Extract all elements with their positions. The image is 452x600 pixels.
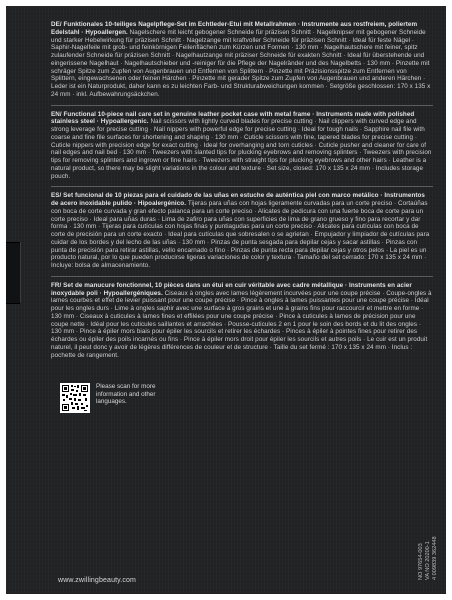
ean-number: 4 009839 362448 [432,536,438,580]
section-heading: FR/ Set de manucure fonctionnel, 10 pièces dans un étui en cuir véritable avec cadre métallique · Instruments en acier inoxydable poli · Hypoallergéniques. [51,281,412,297]
section-body: Nagelschere mit leicht gebogener Schneide für präzisen Schnitt · Nagelknipser mit gebogener Schneide und starker Hebelwirkung für präzisen Schnitt · Nagelzange mit kraftvoller Schneide für präzisen Schnitt · Ideal für feste Nägel · Saphir-Nagelfeile mit grob- und feinkörnigen Feilenflächen zum Kürzen und Formen · 130 mm · Nagelhautschere mit feiner, spitz zulaufender Schneide für präzisen Schnitt · Nagelhautzange mit präziser Schneide für exakten Schnitt · Ideal für überstehende und eingerissene Nagelhaut · Nagelhautschieber und -reiniger für die Pflege der Nagelränder und des Nagelbetts · 130 mm · Pinzette mit schräger Spitze zum Zupfen von Augenbrauen und Entfernen von Splittern · Pinzette mit Präzisionsspitze zum Entfernen von Splittern, eingewachsenen oder feinen Härchen · Pinzette mit gerader Spitze zum Zupfen von Augenbrauen und anderen Härchen · Leder ist ein Naturprodukt, daher kann es zu leichten Farb- und Strukturabweichungen kommen · Setgröße geschlossen: 170 x 135 x 24 mm · inkl. Aufbewahrungsäckchen. [51,28,431,98]
product-description [51,21,433,359]
elastic-strap [6,242,20,304]
section-body: Ciseaux à ongles avec lames légèrement incurvées pour une coupe précise · Coupe-ongles à lames courbes et effet de levier puissant pour une coupe précise · Pince à ongles à lames puissantes pour une coupe précise · Idéal pour les ongles durs · Lime à ongles saphir avec une surface à gros grains et une à grains fins pour raccourcir et mettre en forme · 130 mm · Ciseaux à cuticules à lames fines et effilées pour une coupe précise · Pince à cuticules à lames de précision pour une coupe nette · Idéal pour les cuticules saillantes et arrachées · Pousse-cuticules 2 en 1 pour le soin des bords et du lit des ongles · 130 mm · Pince à épiler mors biais pour épiler les sourcils et retirer les échardes · Pinces à épiler à pointes fines pour retirer des échardes ou épiler des poils incarnés ou fins · Pince à épiler mors droit pour épiler les sourcils et autres poils · Le cuir est un produit naturel, il peut donc y avoir de légères différences de couleur et de structure · Taille du set fermé : 170 x 135 x 24 mm · Inclus : pochette de rangement. [51,289,432,359]
article-number: NO 97654-003 [418,543,424,580]
variant-number: VA NO 20200-1 [425,541,431,580]
section-body: Nail scissors with lightly curved blades for precise cutting · Nail clippers with curved edge and strong leverage for precise cutting · Nail nippers with powerful edge for precise cutting · Ideal for tough nails · Sapphire nail file with coarse and fine file surfaces for shortening and shaping · 130 mm · Cuticle scissors with fine, tapered blades for precise cutting · Cuticle nippers with precision edge for exact cutting · Ideal for overhanging and torn cuticles · Cuticle pusher and cleaner for care of nail edges and nail bed · 130 mm · Tweezers with slanted tips for plucking eyebrows and removing splinters · Tweezers with precision tips for removing splinters and ingrown or fine hairs · Tweezers with straight tips for plucking eyebrows and other hairs · Leather is a natural product, so there may be slight variations in the colour and texture · Set size, closed: 170 x 135 x 24 mm · Includes storage pouch. [51,118,432,180]
divider [51,186,433,187]
section-heading: ES/ Set funcional de 10 piezas para el cuidado de las uñas en estuche de auténtica piel con marco metálico · Instrumentos de acero inoxidable pulido · Hipoalergénico. [51,192,425,207]
section-heading: EN/ Functional 10-piece nail care set in genuine leather pocket case with metal frame · Instruments made with polished stainless steel · Hypoallergenic. [51,110,415,126]
section-body: Tijeras para uñas con hojas ligeramente curvadas para un corte preciso · Cortaúñas con boca de corte curvada y gran efecto palanca para un corte preciso · Alicates de pedicura con una fuerte boca de corte para un corte preciso · Ideal para uñas duras · Lima de zafiro para uñas con superficies de lima de grano grueso y fino para recortar y dar forma · 130 mm · Tijeras para cutículas con hojas finas y puntiagudas para un corte preciso · Alicates para cutículas con boca de corte de precisión para un corte exacto · Ideal para cutículas que sobresalen o se agrietan · Empujador y limpiador de cutículas para cuidar de los bordes y del lecho de las uñas · 130 mm · Pinzas de punta sesgada para depilar cejas y sacar astillas · Pinzas con punta de precisión para retirar astillas, vello encarnado o fino · Pinzas de punta recta para depilar cejas y otros pelos · La piel es un producto natural, por lo que pueden producirse ligeras variaciones de color y textura · Tamaño del set cerrado: 170 x 135 x 24 mm · Incluye: bolsa de almacenamiento. [51,200,430,269]
section-fr [51,282,433,360]
strap-edge [20,242,21,302]
qr-code-icon[interactable] [60,383,90,413]
website-url[interactable]: www.zwillingbeauty.com [58,577,137,584]
qr-caption: Please scan for more information and other languages. [96,383,156,406]
section-de [51,21,433,99]
qr-block [60,383,156,413]
divider [51,105,433,106]
package-back-panel [6,6,446,594]
section-es [51,192,433,270]
divider [51,276,433,277]
section-en [51,111,433,181]
product-codes [414,484,446,580]
section-heading: DE/ Funktionales 10-teiliges Nagelpflege-Set im Echtleder-Etui mit Metallrahmen · Instrumente aus rostfreiem, poliertem Edelstahl · Hypoallergen. [51,21,418,36]
